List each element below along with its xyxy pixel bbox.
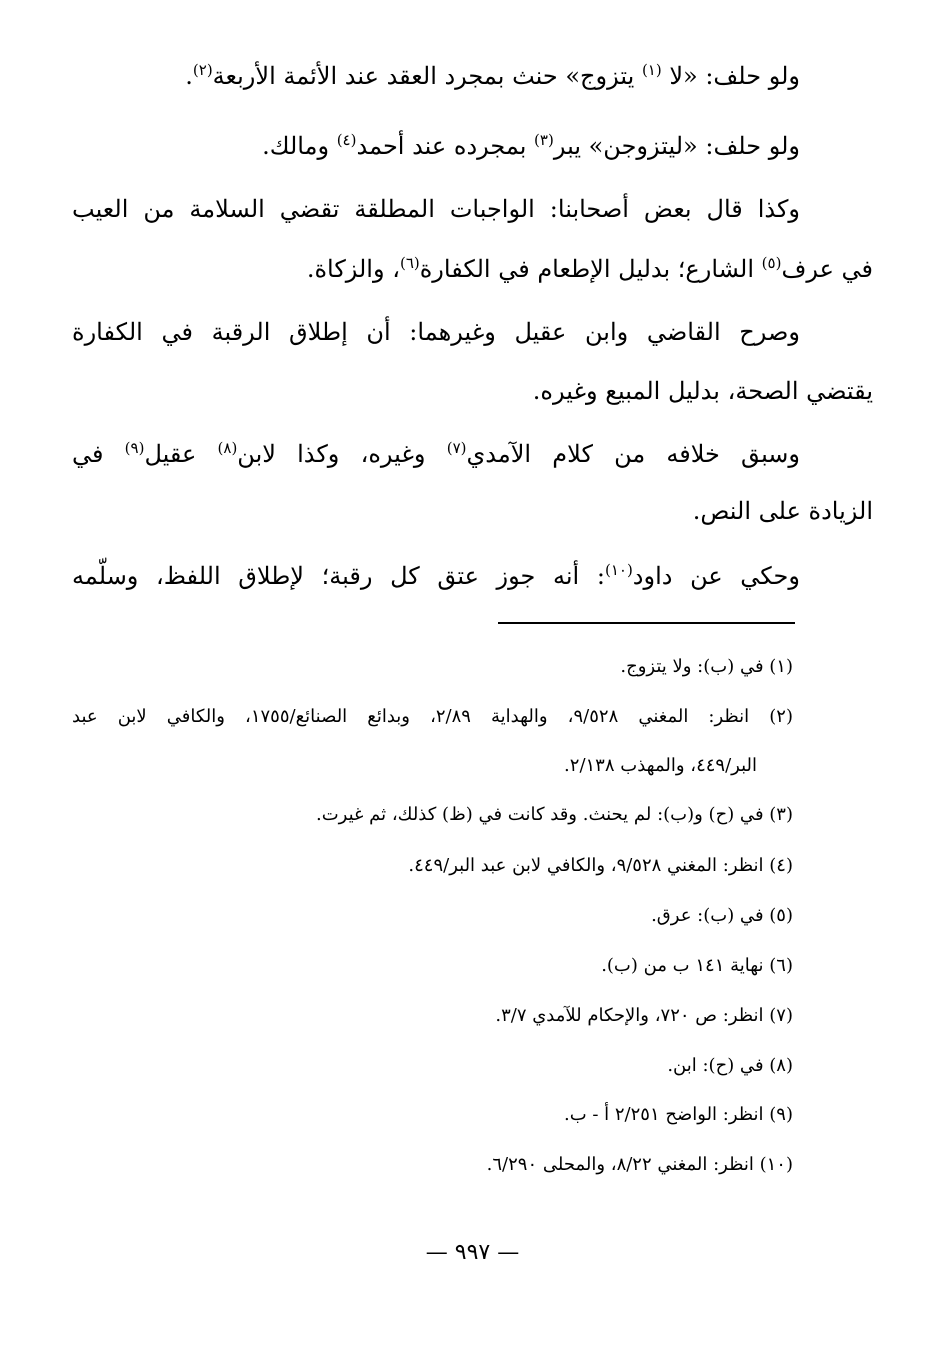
- footnote-ref: (٨): [217, 439, 238, 457]
- footnote-6: (٦) نهاية ١٤١ ب من (ب).: [601, 955, 793, 976]
- body-line-4: في عرف$^{(٥)}$ الشارع؛ بدليل الإطعام في الكفارة$^{(٦)}$، والزكاة.: [306, 254, 873, 283]
- page-number: — ٩٩٧ —: [425, 1240, 520, 1265]
- body-line-8: الزيادة على النص.: [692, 497, 873, 525]
- footnote-ref: (٢): [192, 61, 213, 79]
- body-line-9: وحكي عن داود$^{(١٠)}$: أنه جوز عتق كل رقبة؛ لإطلاق اللفظ، وسلّمه: [72, 561, 800, 590]
- footnote-10: (١٠) انظر: المغني ٨/٢٢، والمحلى ٦/٢٩٠.: [486, 1154, 793, 1175]
- footnote-ref: (٧): [446, 439, 467, 457]
- footnote-separator: [498, 622, 795, 624]
- footnote-ref: (١٠): [604, 561, 633, 579]
- footnote-ref: (٥): [761, 254, 782, 272]
- footnote-ref: (٦): [399, 254, 420, 272]
- footnote-ref: (٤): [336, 131, 357, 149]
- footnote-ref: (٣): [534, 131, 554, 149]
- body-line-2: ولو حلف: «ليتزوجن» يبر$^{(٣)}$ بمجرده عند أحمد$^{(٤)}$ ومالك.: [262, 131, 800, 160]
- footnote-ref: (٩): [124, 439, 145, 457]
- body-line-7: وسبق خلافه من كلام الآمدي$^{(٧)}$ وغيره، وكذا لابن$^{(٨)}$ عقيل$^{(٩)}$ في: [72, 439, 801, 468]
- footnote-2-continued: البر/٤٤٩، والمهذب ٢/١٣٨.: [564, 755, 757, 776]
- footnote-3: (٣) في (ح) و(ب): لم يحنث. وقد كانت في (ظ) كذلك، ثم غيرت.: [315, 804, 793, 825]
- body-line-1: ولو حلف: «لا $^{(١)}$ يتزوج» حنث بمجرد العقد عند الأئمة الأربعة$^{(٢)}$.: [185, 61, 800, 90]
- body-line-3: وكذا قال بعض أصحابنا: الواجبات المطلقة تقضي السلامة من العيب: [72, 195, 800, 223]
- body-line-5: وصرح القاضي وابن عقيل وغيرهما: أن إطلاق الرقبة في الكفارة: [72, 318, 800, 346]
- footnote-4: (٤) انظر: المغني ٩/٥٢٨، والكافي لابن عبد البر/٤٤٩.: [408, 855, 793, 876]
- footnote-2: (٢) انظر: المغني ٩/٥٢٨، والهداية ٢/٨٩، وبدائع الصنائع/١٧٥٥، والكافي لابن عبد: [72, 706, 793, 727]
- footnote-9: (٩) انظر: الواضح ٢/٢٥١ أ - ب.: [563, 1104, 793, 1125]
- footnote-7: (٧) انظر: ص ٧٢٠، والإحكام للآمدي ٣/٧.: [495, 1005, 793, 1026]
- footnote-1: (١) في (ب): ولا يتزوج.: [620, 656, 793, 677]
- footnote-ref: (١): [641, 61, 662, 79]
- body-line-6: يقتضي الصحة، بدليل المبيع وغيره.: [532, 377, 873, 405]
- footnote-8: (٨) في (ح): ابن.: [667, 1055, 793, 1076]
- footnote-5: (٥) في (ب): عرق.: [651, 905, 793, 926]
